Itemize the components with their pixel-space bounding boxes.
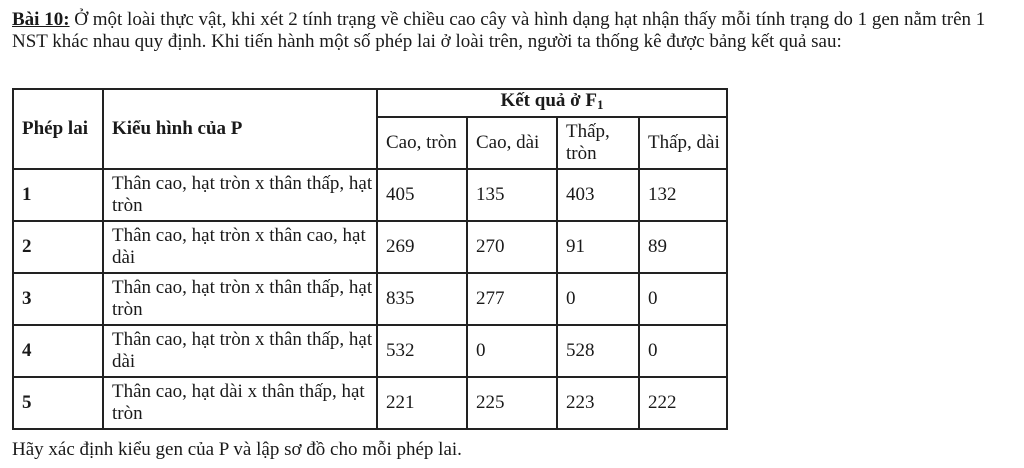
count-cell: 91 (557, 221, 639, 273)
results-table (12, 88, 728, 430)
cross-phenotype: Thân cao, hạt tròn x thân thấp, hạt tròn (103, 273, 377, 325)
count-cell: 89 (639, 221, 727, 273)
count-cell: 222 (639, 377, 727, 429)
count-cell: 221 (377, 377, 467, 429)
count-cell: 269 (377, 221, 467, 273)
cross-id: 4 (13, 325, 103, 377)
count-cell: 225 (467, 377, 557, 429)
count-cell: 270 (467, 221, 557, 273)
count-cell: 277 (467, 273, 557, 325)
cross-id: 2 (13, 221, 103, 273)
question-text: Hãy xác định kiểu gen của P và lập sơ đồ cho mỗi phép lai. (12, 439, 462, 460)
count-cell: 403 (557, 169, 639, 221)
cross-id: 5 (13, 377, 103, 429)
table-row (13, 169, 727, 221)
problem-label: Bài 10: (12, 9, 70, 30)
table-row (13, 273, 727, 325)
count-cell: 405 (377, 169, 467, 221)
header-result-text: Kết quả ở F (500, 90, 598, 111)
column-header: Thấp, tròn (557, 117, 639, 169)
count-cell: 223 (557, 377, 639, 429)
count-cell: 132 (639, 169, 727, 221)
column-header: Cao, tròn (377, 117, 467, 169)
count-cell: 0 (639, 273, 727, 325)
table-row (13, 221, 727, 273)
cross-phenotype: Thân cao, hạt tròn x thân cao, hạt dài (103, 221, 377, 273)
problem-statement (12, 9, 1016, 53)
table-row (13, 377, 727, 429)
count-cell: 0 (557, 273, 639, 325)
header-phenotype: Kiểu hình của P (103, 89, 377, 169)
count-cell: 532 (377, 325, 467, 377)
count-cell: 0 (639, 325, 727, 377)
column-header: Thấp, dài (639, 117, 727, 169)
count-cell: 135 (467, 169, 557, 221)
problem-text: Ở một loài thực vật, khi xét 2 tính trạng về chiều cao cây và hình dạng hạt nhận thấy mỗi tính trạng do 1 gen nằm trên 1 NST khác nhau quy định. Khi tiến hành một số phép lai ở loài trên, người ta thống kê được bảng kết quả sau: (12, 9, 986, 52)
count-cell: 0 (467, 325, 557, 377)
cross-phenotype: Thân cao, hạt dài x thân thấp, hạt tròn (103, 377, 377, 429)
header-cross: Phép lai (13, 89, 103, 169)
header-result (377, 89, 727, 117)
cross-id: 1 (13, 169, 103, 221)
table-row (13, 325, 727, 377)
count-cell: 835 (377, 273, 467, 325)
column-header: Cao, dài (467, 117, 557, 169)
cross-phenotype: Thân cao, hạt tròn x thân thấp, hạt tròn (103, 169, 377, 221)
header-result-subscript: 1 (597, 97, 604, 112)
count-cell: 528 (557, 325, 639, 377)
cross-id: 3 (13, 273, 103, 325)
cross-phenotype: Thân cao, hạt tròn x thân thấp, hạt dài (103, 325, 377, 377)
